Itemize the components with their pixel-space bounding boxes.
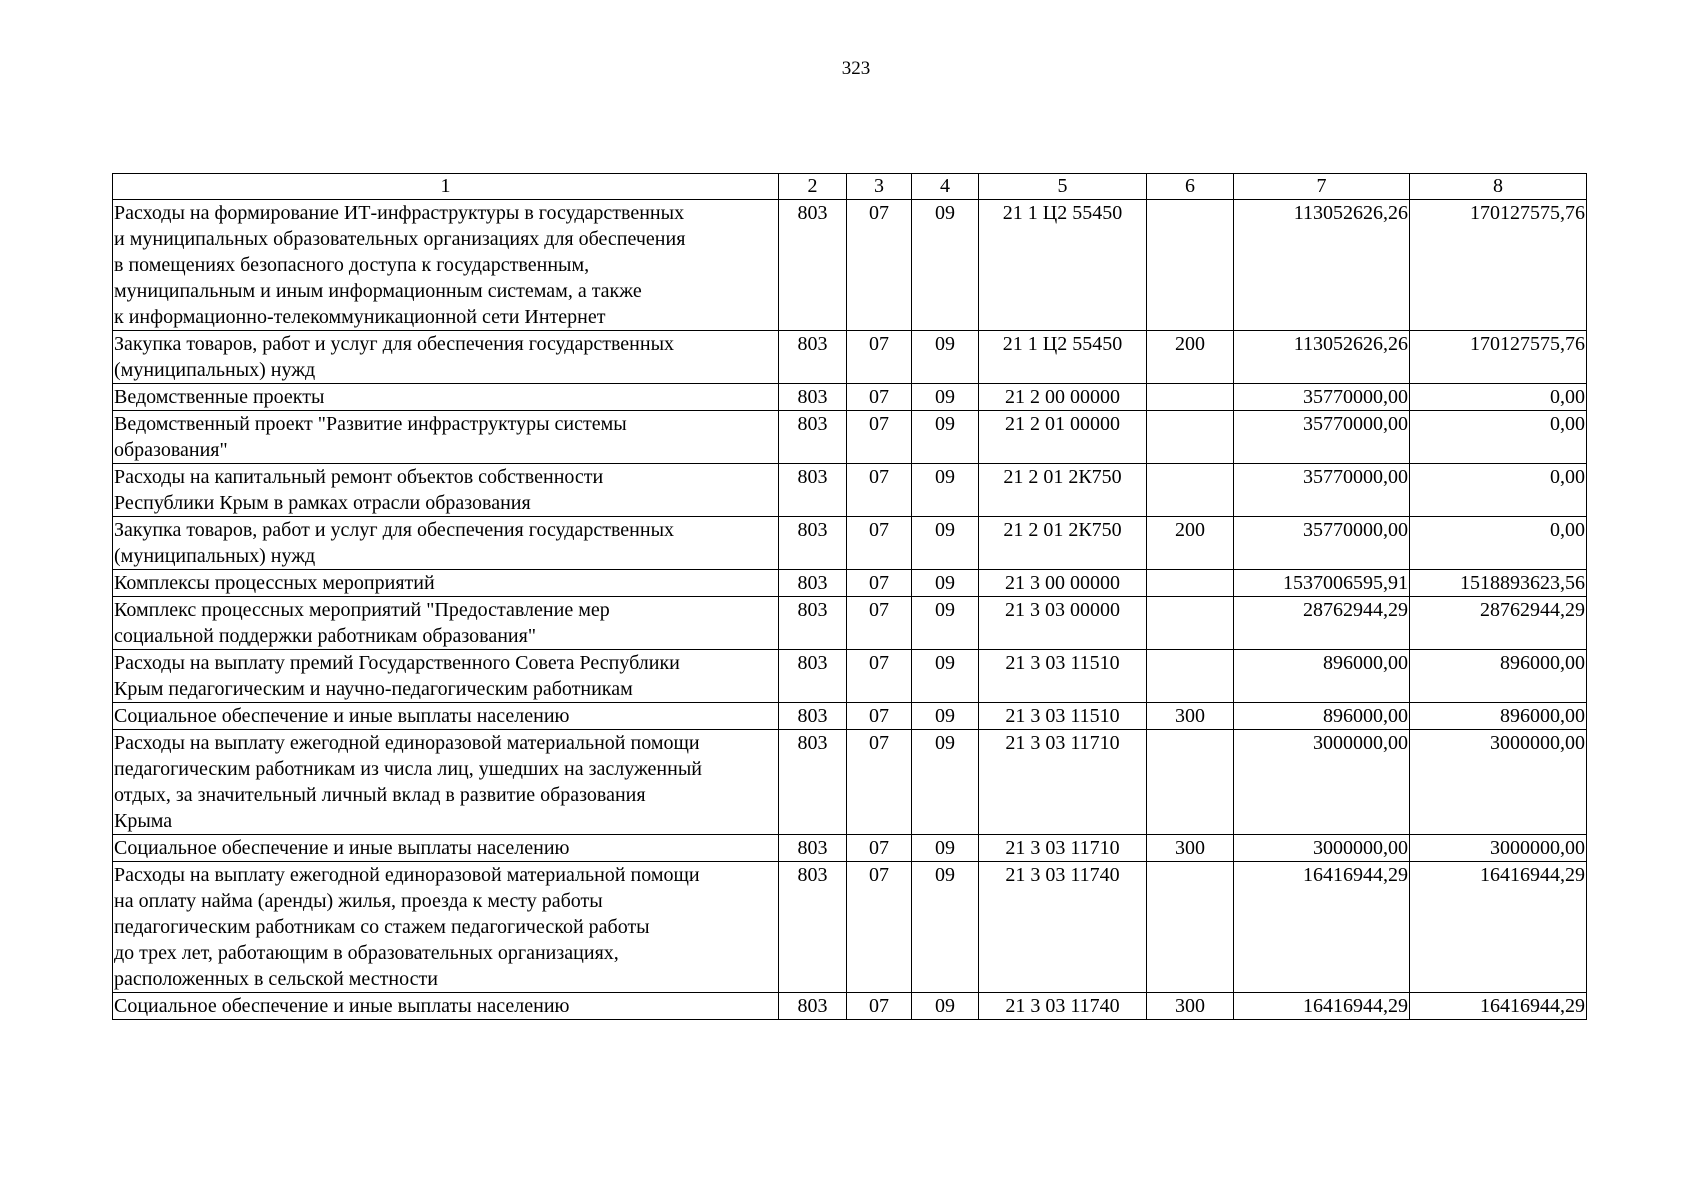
amount-year-1: 16416944,29 <box>1234 993 1410 1020</box>
grbs-code: 803 <box>779 464 847 517</box>
target-article-code: 21 3 03 11510 <box>979 703 1147 730</box>
amount-year-1: 113052626,26 <box>1234 331 1410 384</box>
expense-type-code <box>1147 597 1234 650</box>
table-header <box>113 174 1587 200</box>
column-header: 4 <box>912 174 979 200</box>
expense-type-code: 300 <box>1147 703 1234 730</box>
subsection-code: 09 <box>912 464 979 517</box>
section-code: 07 <box>847 703 912 730</box>
section-code: 07 <box>847 570 912 597</box>
table-row <box>113 730 1587 835</box>
amount-year-2: 0,00 <box>1410 411 1587 464</box>
grbs-code: 803 <box>779 517 847 570</box>
grbs-code: 803 <box>779 384 847 411</box>
target-article-code: 21 3 00 00000 <box>979 570 1147 597</box>
subsection-code: 09 <box>912 411 979 464</box>
expense-type-code <box>1147 650 1234 703</box>
subsection-code: 09 <box>912 703 979 730</box>
table-row <box>113 650 1587 703</box>
amount-year-2: 170127575,76 <box>1410 200 1587 331</box>
amount-year-1: 3000000,00 <box>1234 835 1410 862</box>
table-row <box>113 411 1587 464</box>
amount-year-2: 3000000,00 <box>1410 730 1587 835</box>
amount-year-2: 16416944,29 <box>1410 993 1587 1020</box>
table-row <box>113 384 1587 411</box>
target-article-code: 21 2 01 2К750 <box>979 517 1147 570</box>
target-article-code: 21 3 03 11740 <box>979 993 1147 1020</box>
section-code: 07 <box>847 650 912 703</box>
amount-year-1: 35770000,00 <box>1234 464 1410 517</box>
section-code: 07 <box>847 411 912 464</box>
subsection-code: 09 <box>912 835 979 862</box>
amount-year-2: 3000000,00 <box>1410 835 1587 862</box>
amount-year-2: 16416944,29 <box>1410 862 1587 993</box>
item-name: Ведомственный проект "Развитие инфраструктуры системы образования" <box>113 411 779 464</box>
expense-type-code: 300 <box>1147 835 1234 862</box>
grbs-code: 803 <box>779 597 847 650</box>
amount-year-1: 113052626,26 <box>1234 200 1410 331</box>
amount-year-1: 35770000,00 <box>1234 411 1410 464</box>
column-header: 1 <box>113 174 779 200</box>
expense-type-code <box>1147 862 1234 993</box>
grbs-code: 803 <box>779 835 847 862</box>
item-name: Расходы на капитальный ремонт объектов собственности Республики Крым в рамках отрасли образования <box>113 464 779 517</box>
header-row <box>113 174 1587 200</box>
section-code: 07 <box>847 384 912 411</box>
amount-year-2: 0,00 <box>1410 517 1587 570</box>
amount-year-2: 0,00 <box>1410 464 1587 517</box>
expense-type-code <box>1147 570 1234 597</box>
target-article-code: 21 3 03 11510 <box>979 650 1147 703</box>
table-row <box>113 570 1587 597</box>
amount-year-1: 896000,00 <box>1234 650 1410 703</box>
item-name: Расходы на формирование ИТ-инфраструктуры в государственных и муниципальных образовательных организациях для обеспечения в помещениях безопасного доступа к государственным, муниципальным и иным информационным системам, а также к информационно-телекоммуникационной сети Интернет <box>113 200 779 331</box>
target-article-code: 21 3 03 11710 <box>979 835 1147 862</box>
amount-year-1: 896000,00 <box>1234 703 1410 730</box>
item-name: Расходы на выплату премий Государственного Совета Республики Крым педагогическим и научно-педагогическим работникам <box>113 650 779 703</box>
amount-year-2: 896000,00 <box>1410 703 1587 730</box>
item-name: Комплекс процессных мероприятий "Предоставление мер социальной поддержки работникам образования" <box>113 597 779 650</box>
amount-year-1: 35770000,00 <box>1234 384 1410 411</box>
item-name: Социальное обеспечение и иные выплаты населению <box>113 993 779 1020</box>
budget-table <box>112 173 1587 1020</box>
table-row <box>113 200 1587 331</box>
item-name: Закупка товаров, работ и услуг для обеспечения государственных (муниципальных) нужд <box>113 331 779 384</box>
amount-year-1: 1537006595,91 <box>1234 570 1410 597</box>
amount-year-1: 16416944,29 <box>1234 862 1410 993</box>
table-row <box>113 703 1587 730</box>
item-name: Закупка товаров, работ и услуг для обеспечения государственных (муниципальных) нужд <box>113 517 779 570</box>
expense-type-code <box>1147 200 1234 331</box>
table-row <box>113 517 1587 570</box>
item-name: Расходы на выплату ежегодной единоразовой материальной помощи педагогическим работникам из числа лиц, ушедших на заслуженный отдых, за значительный личный вклад в развитие образования Крыма <box>113 730 779 835</box>
amount-year-2: 1518893623,56 <box>1410 570 1587 597</box>
section-code: 07 <box>847 862 912 993</box>
item-name: Комплексы процессных мероприятий <box>113 570 779 597</box>
grbs-code: 803 <box>779 993 847 1020</box>
table-row <box>113 835 1587 862</box>
section-code: 07 <box>847 993 912 1020</box>
target-article-code: 21 1 Ц2 55450 <box>979 331 1147 384</box>
subsection-code: 09 <box>912 730 979 835</box>
subsection-code: 09 <box>912 650 979 703</box>
item-name: Социальное обеспечение и иные выплаты населению <box>113 703 779 730</box>
table-row <box>113 597 1587 650</box>
subsection-code: 09 <box>912 384 979 411</box>
subsection-code: 09 <box>912 862 979 993</box>
grbs-code: 803 <box>779 862 847 993</box>
column-header: 8 <box>1410 174 1587 200</box>
target-article-code: 21 3 03 00000 <box>979 597 1147 650</box>
subsection-code: 09 <box>912 200 979 331</box>
amount-year-1: 28762944,29 <box>1234 597 1410 650</box>
column-header: 5 <box>979 174 1147 200</box>
expense-type-code: 200 <box>1147 517 1234 570</box>
item-name: Ведомственные проекты <box>113 384 779 411</box>
target-article-code: 21 2 00 00000 <box>979 384 1147 411</box>
section-code: 07 <box>847 730 912 835</box>
subsection-code: 09 <box>912 993 979 1020</box>
table-row <box>113 464 1587 517</box>
grbs-code: 803 <box>779 650 847 703</box>
subsection-code: 09 <box>912 597 979 650</box>
item-name: Социальное обеспечение и иные выплаты населению <box>113 835 779 862</box>
amount-year-2: 0,00 <box>1410 384 1587 411</box>
column-header: 7 <box>1234 174 1410 200</box>
section-code: 07 <box>847 597 912 650</box>
target-article-code: 21 3 03 11740 <box>979 862 1147 993</box>
table-body <box>113 200 1587 1020</box>
expense-type-code <box>1147 464 1234 517</box>
amount-year-1: 3000000,00 <box>1234 730 1410 835</box>
section-code: 07 <box>847 331 912 384</box>
page-number: 323 <box>841 58 871 79</box>
grbs-code: 803 <box>779 411 847 464</box>
amount-year-1: 35770000,00 <box>1234 517 1410 570</box>
section-code: 07 <box>847 464 912 517</box>
target-article-code: 21 3 03 11710 <box>979 730 1147 835</box>
section-code: 07 <box>847 517 912 570</box>
table-row <box>113 331 1587 384</box>
grbs-code: 803 <box>779 730 847 835</box>
expense-type-code <box>1147 384 1234 411</box>
amount-year-2: 896000,00 <box>1410 650 1587 703</box>
column-header: 3 <box>847 174 912 200</box>
table-row <box>113 862 1587 993</box>
grbs-code: 803 <box>779 570 847 597</box>
section-code: 07 <box>847 200 912 331</box>
target-article-code: 21 2 01 2К750 <box>979 464 1147 517</box>
subsection-code: 09 <box>912 331 979 384</box>
amount-year-2: 170127575,76 <box>1410 331 1587 384</box>
amount-year-2: 28762944,29 <box>1410 597 1587 650</box>
grbs-code: 803 <box>779 200 847 331</box>
target-article-code: 21 2 01 00000 <box>979 411 1147 464</box>
subsection-code: 09 <box>912 570 979 597</box>
item-name: Расходы на выплату ежегодной единоразовой материальной помощи на оплату найма (аренды) жилья, проезда к месту работы педагогическим работникам со стажем педагогической работы до трех лет, работающим в образовательных организациях, расположенных в сельской местности <box>113 862 779 993</box>
grbs-code: 803 <box>779 331 847 384</box>
expense-type-code: 300 <box>1147 993 1234 1020</box>
subsection-code: 09 <box>912 517 979 570</box>
table-row <box>113 993 1587 1020</box>
target-article-code: 21 1 Ц2 55450 <box>979 200 1147 331</box>
section-code: 07 <box>847 835 912 862</box>
column-header: 2 <box>779 174 847 200</box>
expense-type-code <box>1147 411 1234 464</box>
expense-type-code <box>1147 730 1234 835</box>
grbs-code: 803 <box>779 703 847 730</box>
column-header: 6 <box>1147 174 1234 200</box>
expense-type-code: 200 <box>1147 331 1234 384</box>
